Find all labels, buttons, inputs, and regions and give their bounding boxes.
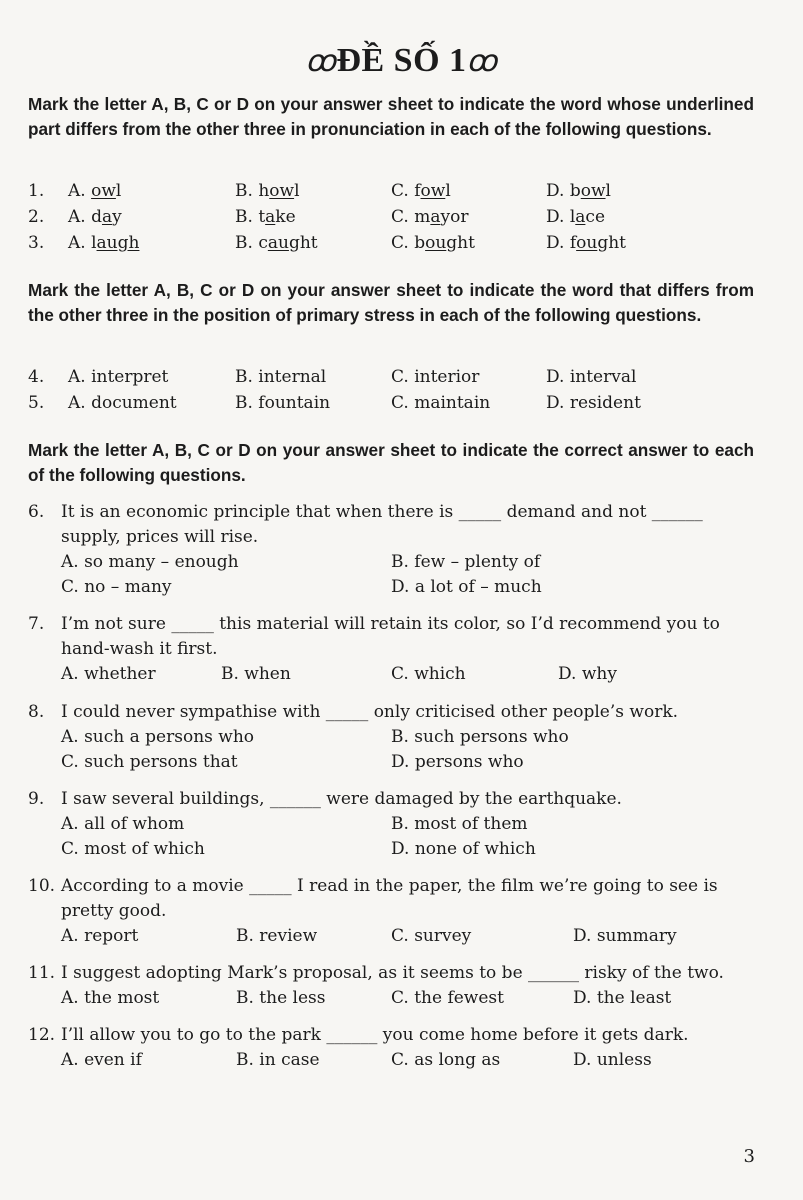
option-c[interactable]: C. the fewest xyxy=(391,988,504,1008)
option-a[interactable]: A. laugh xyxy=(68,233,140,253)
option-a[interactable]: A. day xyxy=(68,207,122,227)
option-c[interactable]: C. bought xyxy=(391,233,475,253)
question-number: 1. xyxy=(28,181,45,201)
question-number: 4. xyxy=(28,367,45,387)
option-c[interactable]: C. maintain xyxy=(391,393,491,413)
option-a[interactable]: A. even if xyxy=(61,1050,142,1070)
option-b[interactable]: B. take xyxy=(235,207,296,227)
question-text: I could never sympathise with _____ only criticised other people’s work. xyxy=(61,702,679,722)
option-b[interactable]: B. review xyxy=(236,926,318,946)
question-text: I saw several buildings, ______ were damaged by the earthquake. xyxy=(61,789,622,809)
question-number: 9. xyxy=(28,789,45,809)
question-9 xyxy=(28,787,758,862)
question-number: 3. xyxy=(28,233,45,253)
question-3 xyxy=(28,230,768,256)
option-d[interactable]: D. the least xyxy=(573,988,672,1008)
option-a[interactable]: A. owl xyxy=(68,181,122,201)
question-2 xyxy=(28,204,768,230)
question-number: 7. xyxy=(28,614,45,634)
option-b[interactable]: B. most of them xyxy=(391,814,528,834)
option-b[interactable]: B. internal xyxy=(235,367,327,387)
option-c[interactable]: C. survey xyxy=(391,926,472,946)
option-c[interactable]: C. interior xyxy=(391,367,480,387)
question-7: 7. I’m not sure _____ this material will retain its color, so I’d recommend you to hand-wash it first. A. whether B. when C. which D. why xyxy=(28,612,758,687)
option-a[interactable]: A. such a persons who xyxy=(61,727,255,747)
left-ornament-icon: ꝏ xyxy=(305,45,337,78)
option-b[interactable]: B. such persons who xyxy=(391,727,569,747)
option-d[interactable]: D. why xyxy=(558,664,617,684)
question-number: 11. xyxy=(28,963,56,983)
question-text: I suggest adopting Mark’s proposal, as it seems to be ______ risky of the two. xyxy=(61,963,724,983)
right-ornament-icon: ꝏ xyxy=(466,45,498,78)
option-c[interactable]: C. fowl xyxy=(391,181,451,201)
option-b[interactable]: B. howl xyxy=(235,181,300,201)
title-text: ĐỀ SỐ 1 xyxy=(336,42,467,79)
option-b[interactable]: B. in case xyxy=(236,1050,320,1070)
option-d[interactable]: D. unless xyxy=(573,1050,652,1070)
section-2-instruction: Mark the letter A, B, C or D on your answer sheet to indicate the word that differs from the other three in the position of primary stress in each of the following questions. xyxy=(28,280,754,325)
question-number: 2. xyxy=(28,207,45,227)
option-c[interactable]: C. mayor xyxy=(391,207,469,227)
option-a[interactable]: A. whether xyxy=(61,664,156,684)
option-b[interactable]: B. few – plenty of xyxy=(391,552,541,572)
option-d[interactable]: D. a lot of – much xyxy=(391,577,542,597)
question-text: According to a movie _____ I read in the paper, the film we’re going to see is xyxy=(61,876,718,896)
option-b[interactable]: B. fountain xyxy=(235,393,331,413)
option-a[interactable]: A. report xyxy=(61,926,139,946)
question-text: It is an economic principle that when there is _____ demand and not ______ xyxy=(61,502,703,522)
section-3-instruction: Mark the letter A, B, C or D on your answer sheet to indicate the correct answer to each of the following questions. xyxy=(28,440,754,485)
question-12 xyxy=(28,1023,758,1073)
question-6: 6. It is an economic principle that when there is _____ demand and not ______ supply, prices will rise. A. so many – enough B. few – plenty of C. no – many D. a lot of – much xyxy=(28,500,758,600)
question-8 xyxy=(28,700,758,775)
option-a[interactable]: A. document xyxy=(68,393,177,413)
question-text: I’ll allow you to go to the park ______ you come home before it gets dark. xyxy=(61,1025,689,1045)
option-a[interactable]: A. all of whom xyxy=(61,814,185,834)
question-5 xyxy=(28,390,768,416)
question-number: 8. xyxy=(28,702,45,722)
option-c[interactable]: C. which xyxy=(391,664,466,684)
section-1-instruction: Mark the letter A, B, C or D on your answer sheet to indicate the word whose underlined part differs from the other three in pronunciation in each of the following questions. xyxy=(28,94,754,139)
option-d[interactable]: D. summary xyxy=(573,926,677,946)
question-4 xyxy=(28,364,768,390)
option-d[interactable]: D. fought xyxy=(546,233,626,253)
question-1 xyxy=(28,178,768,204)
option-a[interactable]: A. so many – enough xyxy=(61,552,239,572)
option-b[interactable]: B. caught xyxy=(235,233,318,253)
question-10: 10. According to a movie _____ I read in the paper, the film we’re going to see is pretty good. A. report B. review C. survey D. summary xyxy=(28,874,758,949)
question-number: 5. xyxy=(28,393,45,413)
question-text: I’m not sure _____ this material will retain its color, so I’d recommend you to xyxy=(61,614,720,634)
option-a[interactable]: A. the most xyxy=(61,988,160,1008)
question-number: 10. xyxy=(28,876,56,896)
option-c[interactable]: C. most of which xyxy=(61,839,205,859)
page-number: 3 xyxy=(743,1146,755,1167)
option-c[interactable]: C. as long as xyxy=(391,1050,501,1070)
option-b[interactable]: B. when xyxy=(221,664,291,684)
option-a[interactable]: A. interpret xyxy=(68,367,169,387)
option-c[interactable]: C. such persons that xyxy=(61,752,238,772)
option-b[interactable]: B. the less xyxy=(236,988,326,1008)
option-d[interactable]: D. none of which xyxy=(391,839,536,859)
option-d[interactable]: D. bowl xyxy=(546,181,611,201)
option-d[interactable]: D. persons who xyxy=(391,752,524,772)
question-number: 12. xyxy=(28,1025,56,1045)
question-11 xyxy=(28,961,758,1011)
option-d[interactable]: D. lace xyxy=(546,207,606,227)
question-number: 6. xyxy=(28,502,45,522)
option-d[interactable]: D. interval xyxy=(546,367,637,387)
option-d[interactable]: D. resident xyxy=(546,393,641,413)
option-c[interactable]: C. no – many xyxy=(61,577,172,597)
page-title xyxy=(0,42,803,80)
